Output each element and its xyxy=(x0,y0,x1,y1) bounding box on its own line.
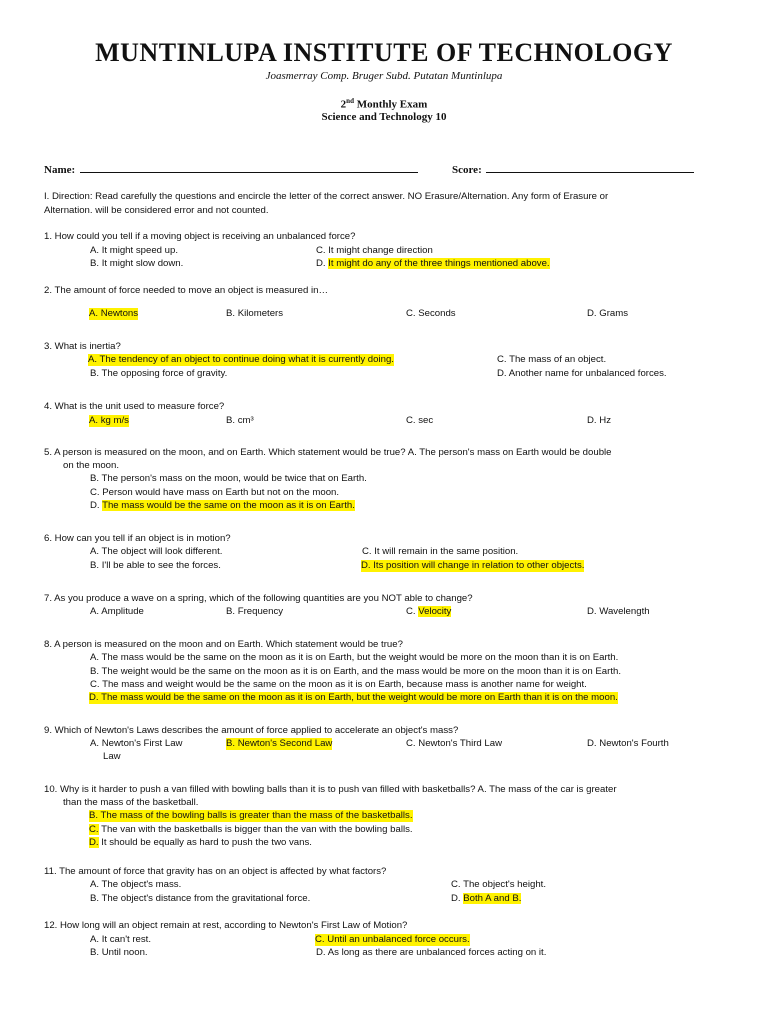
q11-choice-d-letter: D. xyxy=(451,893,461,904)
q9-choice-a-cont: Law xyxy=(103,751,121,762)
q7-choice-c-letter: C. xyxy=(406,606,416,617)
q10-choice-d-letter: D. xyxy=(89,837,99,848)
q6-choice-c[interactable]: C. It will remain in the same position. xyxy=(362,546,519,557)
q1-answer-highlight: It might do any of the three things mentioned above. xyxy=(328,258,550,269)
name-line[interactable] xyxy=(80,162,418,173)
question-3: 3. What is inertia? xyxy=(44,341,121,352)
q11-choice-d[interactable] xyxy=(451,893,521,905)
q6-choice-b[interactable]: B. I'll be able to see the forces. xyxy=(90,560,221,571)
q8-choice-d[interactable]: D. The mass would be the same on the moon as it is on Earth, but the weight would be more on Earth than it is on the moon. xyxy=(89,692,618,703)
q7-choice-d[interactable]: D. Wavelength xyxy=(587,606,650,617)
q10-choice-c-text: The van with the basketballs is bigger than the van with the bowling balls. xyxy=(101,824,413,835)
q8-choice-b[interactable]: B. The weight would be the same on the moon as it is on Earth, and the mass would be more on the moon than it is on Earth. xyxy=(90,666,621,677)
q1-choice-b[interactable]: B. It might slow down. xyxy=(90,258,184,269)
q2-choice-c[interactable]: C. Seconds xyxy=(406,308,456,319)
q11-answer-highlight: Both A and B. xyxy=(463,893,522,904)
q3-choice-b[interactable]: B. The opposing force of gravity. xyxy=(90,368,228,379)
question-10-cont: than the mass of the basketball. xyxy=(63,797,199,808)
q4-choice-a[interactable]: A. kg m/s xyxy=(89,415,129,426)
question-9: 9. Which of Newton's Laws describes the amount of force applied to accelerate an object's mass? xyxy=(44,725,459,736)
q3-choice-d[interactable]: D. Another name for unbalanced forces. xyxy=(497,368,667,379)
q10-choice-d[interactable] xyxy=(89,837,312,849)
direction-line-2: Alternation. will be considered error and not counted. xyxy=(44,205,269,216)
q7-choice-c[interactable] xyxy=(406,606,451,618)
q1-choice-d-letter: D. xyxy=(316,258,326,269)
q5-choice-c[interactable]: C. Person would have mass on Earth but not on the moon. xyxy=(90,487,340,498)
q8-choice-c[interactable]: C. The mass and weight would be the same on the moon as it is on Earth, because mass is another name for weight. xyxy=(90,679,587,690)
school-name: MUNTINLUPA INSTITUTE OF TECHNOLOGY xyxy=(95,38,673,67)
exam-subject: Science and Technology 10 xyxy=(321,111,447,123)
q11-choice-a[interactable]: A. The object's mass. xyxy=(90,879,182,890)
exam-number: 2 xyxy=(340,98,347,111)
question-8: 8. A person is measured on the moon and on Earth. Which statement would be true? xyxy=(44,639,403,650)
question-10: 10. Why is it harder to push a van filled with bowling balls than it is to push van filled with basketballs? A. The mass of the car is greater xyxy=(44,784,617,795)
score-field[interactable] xyxy=(452,160,694,178)
q3-choice-c[interactable]: C. The mass of an object. xyxy=(497,354,607,365)
q10-choice-c-letter: C. xyxy=(89,824,99,835)
q6-choice-d[interactable]: D. Its position will change in relation to other objects. xyxy=(361,560,585,571)
q9-choice-c[interactable]: C. Newton's Third Law xyxy=(406,738,503,749)
exam-title-text: Monthly Exam xyxy=(353,98,428,111)
q10-choice-d-text: It should be equally as hard to push the two vans. xyxy=(101,837,312,848)
q9-choice-a[interactable]: A. Newton's First Law xyxy=(90,738,183,749)
direction-line-1: I. Direction: Read carefully the questions and encircle the letter of the correct answer. NO Erasure/Alternation. Any form of Erasure or xyxy=(44,191,609,202)
question-1: 1. How could you tell if a moving object is receiving an unbalanced force? xyxy=(44,231,356,242)
q1-choice-a[interactable]: A. It might speed up. xyxy=(90,245,178,256)
q11-choice-b[interactable]: B. The object's distance from the gravitational force. xyxy=(90,893,311,904)
q7-choice-a[interactable]: A. Amplitude xyxy=(90,606,144,617)
q12-choice-c[interactable]: C. Until an unbalanced force occurs. xyxy=(315,934,470,945)
q9-choice-d[interactable]: D. Newton's Fourth xyxy=(587,738,669,749)
name-label: Name: xyxy=(44,164,76,176)
q2-choice-b[interactable]: B. Kilometers xyxy=(226,308,284,319)
q10-choice-c[interactable] xyxy=(89,824,413,836)
exam-ordinal: nd xyxy=(346,97,354,105)
q5-choice-b[interactable]: B. The person's mass on the moon, would be twice that on Earth. xyxy=(90,473,367,484)
q12-choice-d[interactable]: D. As long as there are unbalanced forces acting on it. xyxy=(316,947,547,958)
question-11: 11. The amount of force that gravity has on an object is affected by what factors? xyxy=(44,866,387,877)
question-12: 12. How long will an object remain at rest, according to Newton's First Law of Motion? xyxy=(44,920,408,931)
q8-choice-a[interactable]: A. The mass would be the same on the moon as it is on Earth, but the weight would be more on the moon than it is on Earth. xyxy=(90,652,619,663)
score-line[interactable] xyxy=(486,162,694,173)
score-label: Score: xyxy=(452,164,482,176)
q7-answer-highlight: Velocity xyxy=(418,606,452,617)
q4-choice-b[interactable]: B. cm³ xyxy=(226,415,254,426)
q7-choice-b[interactable]: B. Frequency xyxy=(226,606,284,617)
q6-choice-a[interactable]: A. The object will look different. xyxy=(90,546,223,557)
question-7: 7. As you produce a wave on a spring, which of the following quantities are you NOT able to change? xyxy=(44,593,473,604)
q2-choice-a[interactable]: A. Newtons xyxy=(89,308,139,319)
school-address: Joasmerray Comp. Bruger Subd. Putatan Muntinlupa xyxy=(265,70,503,82)
q4-choice-c[interactable]: C. sec xyxy=(406,415,434,426)
q4-choice-d[interactable]: D. Hz xyxy=(587,415,611,426)
q5-choice-d-letter: D. xyxy=(90,500,100,511)
exam-title xyxy=(0,97,768,111)
question-2: 2. The amount of force needed to move an object is measured in… xyxy=(44,285,329,296)
q3-choice-a[interactable]: A. The tendency of an object to continue doing what it is currently doing. xyxy=(88,354,394,365)
q10-choice-b[interactable]: B. The mass of the bowling balls is greater than the mass of the basketballs. xyxy=(89,810,413,821)
q2-choice-d[interactable]: D. Grams xyxy=(587,308,629,319)
q1-choice-d[interactable] xyxy=(316,258,550,270)
question-5: 5. A person is measured on the moon, and on Earth. Which statement would be true? A. The person's mass on Earth would be double xyxy=(44,447,612,458)
q12-choice-a[interactable]: A. It can't rest. xyxy=(90,934,152,945)
name-field[interactable] xyxy=(44,160,418,178)
question-5-cont: on the moon. xyxy=(63,460,120,471)
q5-answer-highlight: The mass would be the same on the moon as it is on Earth. xyxy=(102,500,355,511)
q5-choice-d[interactable] xyxy=(90,500,355,512)
q9-choice-b[interactable]: B. Newton's Second Law xyxy=(226,738,333,749)
question-4: 4. What is the unit used to measure force? xyxy=(44,401,225,412)
q11-choice-c[interactable]: C. The object's height. xyxy=(451,879,546,890)
q1-choice-c[interactable]: C. It might change direction xyxy=(316,245,433,256)
question-6: 6. How can you tell if an object is in motion? xyxy=(44,533,231,544)
q12-choice-b[interactable]: B. Until noon. xyxy=(90,947,148,958)
